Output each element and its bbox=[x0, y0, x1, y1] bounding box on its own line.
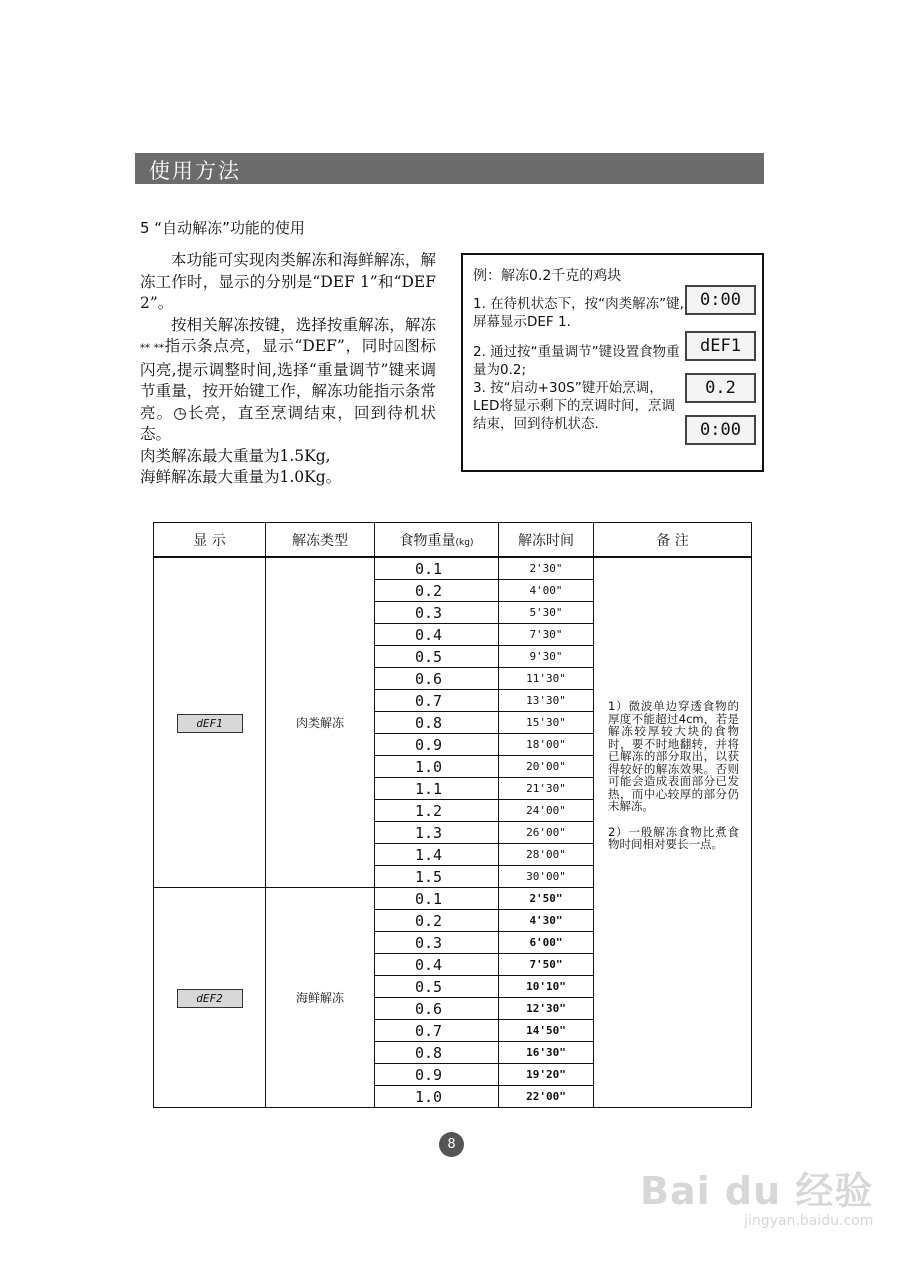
weight-cell: 0.2 bbox=[375, 580, 499, 602]
example-title: 例：解冻0.2千克的鸡块 bbox=[473, 268, 622, 284]
table-header-row bbox=[154, 523, 752, 558]
weight-cell: 0.5 bbox=[375, 646, 499, 668]
time-cell: 5'30" bbox=[499, 602, 594, 624]
defrost-indicator-icon: ** ** bbox=[140, 343, 164, 354]
watermark-url: jingyan.baidu.com bbox=[744, 1213, 874, 1229]
time-cell: 7'50" bbox=[499, 954, 594, 976]
weight-cell: 0.4 bbox=[375, 954, 499, 976]
note-1: 1）微波单边穿透食物的厚度不能超过4cm，若是解冻较厚较大块的食物时，要不时地翻转，并将已解冻的部分取出，以获得较好的解冻效果。否则可能会造成表面部分已发热，而中心较厚的部分仍未解冻。 bbox=[608, 699, 739, 813]
time-cell: 14'50" bbox=[499, 1020, 594, 1042]
time-cell: 6'00" bbox=[499, 932, 594, 954]
lcd-display-def1: dEF1 bbox=[685, 331, 756, 361]
time-cell: 7'30" bbox=[499, 624, 594, 646]
weight-cell: 0.5 bbox=[375, 976, 499, 998]
weight-icon: ⍓ bbox=[394, 337, 404, 355]
table-row bbox=[154, 557, 752, 580]
section-title: 使用方法 bbox=[149, 159, 241, 183]
baidu-logo: Bai du 经验 bbox=[640, 1169, 874, 1213]
seafood-display-cell bbox=[154, 888, 266, 1108]
clock-icon: ◷ bbox=[173, 403, 187, 422]
example-step-3: 3. 按“启动+30S”键开始烹调，LED将显示剩下的烹调时间，烹调结束，回到待机状态. bbox=[473, 380, 675, 432]
example-box bbox=[461, 253, 764, 472]
time-cell: 24'00" bbox=[499, 800, 594, 822]
meat-display-badge: dEF1 bbox=[177, 714, 243, 733]
notes-cell bbox=[594, 557, 752, 1108]
weight-cell: 1.0 bbox=[375, 756, 499, 778]
seafood-type-cell: 海鲜解冻 bbox=[266, 888, 375, 1108]
intro-paragraph-1: 本功能可实现肉类解冻和海鲜解冻，解冻工作时，显示的分别是“DEF 1”和“DEF 2”。 bbox=[140, 251, 436, 312]
time-cell: 26'00" bbox=[499, 822, 594, 844]
time-cell: 2'50" bbox=[499, 888, 594, 910]
weight-cell: 1.2 bbox=[375, 800, 499, 822]
example-step-1: 1. 在待机状态下，按“肉类解冻”键,屏幕显示DEF 1. bbox=[473, 296, 684, 330]
time-cell: 15'30" bbox=[499, 712, 594, 734]
intro-text-part: 长亮，直至烹调结束，回到待机状态。 bbox=[140, 403, 436, 443]
lcd-display-standby: 0:00 bbox=[685, 285, 756, 315]
time-cell: 20'00" bbox=[499, 756, 594, 778]
meat-type-cell: 肉类解冻 bbox=[266, 557, 375, 888]
time-cell: 16'30" bbox=[499, 1042, 594, 1064]
intro-text-part: 指示条点亮，显示“DEF”，同时 bbox=[163, 337, 395, 355]
defrost-table bbox=[153, 522, 752, 1108]
header-type: 解冻类型 bbox=[266, 523, 375, 558]
weight-cell: 1.0 bbox=[375, 1086, 499, 1108]
weight-cell: 0.7 bbox=[375, 690, 499, 712]
header-display: 显 示 bbox=[154, 523, 266, 558]
time-cell: 10'10" bbox=[499, 976, 594, 998]
lcd-display-weight: 0.2 bbox=[685, 373, 756, 403]
time-cell: 9'30" bbox=[499, 646, 594, 668]
time-cell: 4'00" bbox=[499, 580, 594, 602]
weight-cell: 0.9 bbox=[375, 1064, 499, 1086]
weight-cell: 1.5 bbox=[375, 866, 499, 888]
time-cell: 11'30" bbox=[499, 668, 594, 690]
weight-cell: 0.1 bbox=[375, 557, 499, 580]
header-notes: 备 注 bbox=[594, 523, 752, 558]
weight-cell: 0.4 bbox=[375, 624, 499, 646]
example-step-2: 2. 通过按“重量调节”键设置食物重量为0.2; bbox=[473, 344, 680, 378]
weight-cell: 0.3 bbox=[375, 602, 499, 624]
time-cell: 4'30" bbox=[499, 910, 594, 932]
weight-cell: 0.1 bbox=[375, 888, 499, 910]
watermark bbox=[640, 1160, 873, 1229]
time-cell: 28'00" bbox=[499, 844, 594, 866]
intro-paragraph-2 bbox=[140, 315, 436, 446]
weight-cell: 1.3 bbox=[375, 822, 499, 844]
weight-cell: 0.8 bbox=[375, 712, 499, 734]
intro-text bbox=[140, 250, 436, 489]
feature-heading: 5 “自动解冻”功能的使用 bbox=[140, 219, 305, 237]
weight-cell: 1.1 bbox=[375, 778, 499, 800]
header-weight-unit: (kg) bbox=[455, 537, 474, 548]
time-cell: 21'30" bbox=[499, 778, 594, 800]
seafood-display-badge: dEF2 bbox=[177, 989, 243, 1008]
section-title-bar bbox=[135, 153, 764, 184]
lcd-display-end: 0:00 bbox=[685, 415, 756, 445]
max-seafood-weight: 海鲜解冻最大重量为1.0Kg。 bbox=[140, 468, 342, 486]
time-cell: 30'00" bbox=[499, 866, 594, 888]
time-cell: 19'20" bbox=[499, 1064, 594, 1086]
time-cell: 12'30" bbox=[499, 998, 594, 1020]
time-cell: 22'00" bbox=[499, 1086, 594, 1108]
time-cell: 2'30" bbox=[499, 557, 594, 580]
header-weight bbox=[375, 523, 499, 558]
weight-cell: 0.6 bbox=[375, 668, 499, 690]
weight-cell: 0.3 bbox=[375, 932, 499, 954]
page-number: 8 bbox=[439, 1132, 464, 1157]
header-time: 解冻时间 bbox=[499, 523, 594, 558]
weight-cell: 1.4 bbox=[375, 844, 499, 866]
time-cell: 13'30" bbox=[499, 690, 594, 712]
meat-display-cell bbox=[154, 557, 266, 888]
max-meat-weight: 肉类解冻最大重量为1.5Kg, bbox=[140, 446, 331, 465]
weight-cell: 0.6 bbox=[375, 998, 499, 1020]
weight-cell: 0.7 bbox=[375, 1020, 499, 1042]
weight-cell: 0.9 bbox=[375, 734, 499, 756]
weight-cell: 0.8 bbox=[375, 1042, 499, 1064]
weight-cell: 0.2 bbox=[375, 910, 499, 932]
intro-text-part: 图标闪亮,提示调整时间,选择“重量调节”键来调节重量，按开始键工作，解冻功能指示条常亮。 bbox=[140, 337, 436, 422]
header-weight-label: 食物重量 bbox=[399, 532, 456, 549]
time-cell: 18'00" bbox=[499, 734, 594, 756]
note-2: 2）一般解冻食物比煮食物时间相对要长一点。 bbox=[608, 824, 739, 851]
intro-text-part: 按相关解冻按键，选择按重解冻，解冻 bbox=[171, 315, 436, 334]
